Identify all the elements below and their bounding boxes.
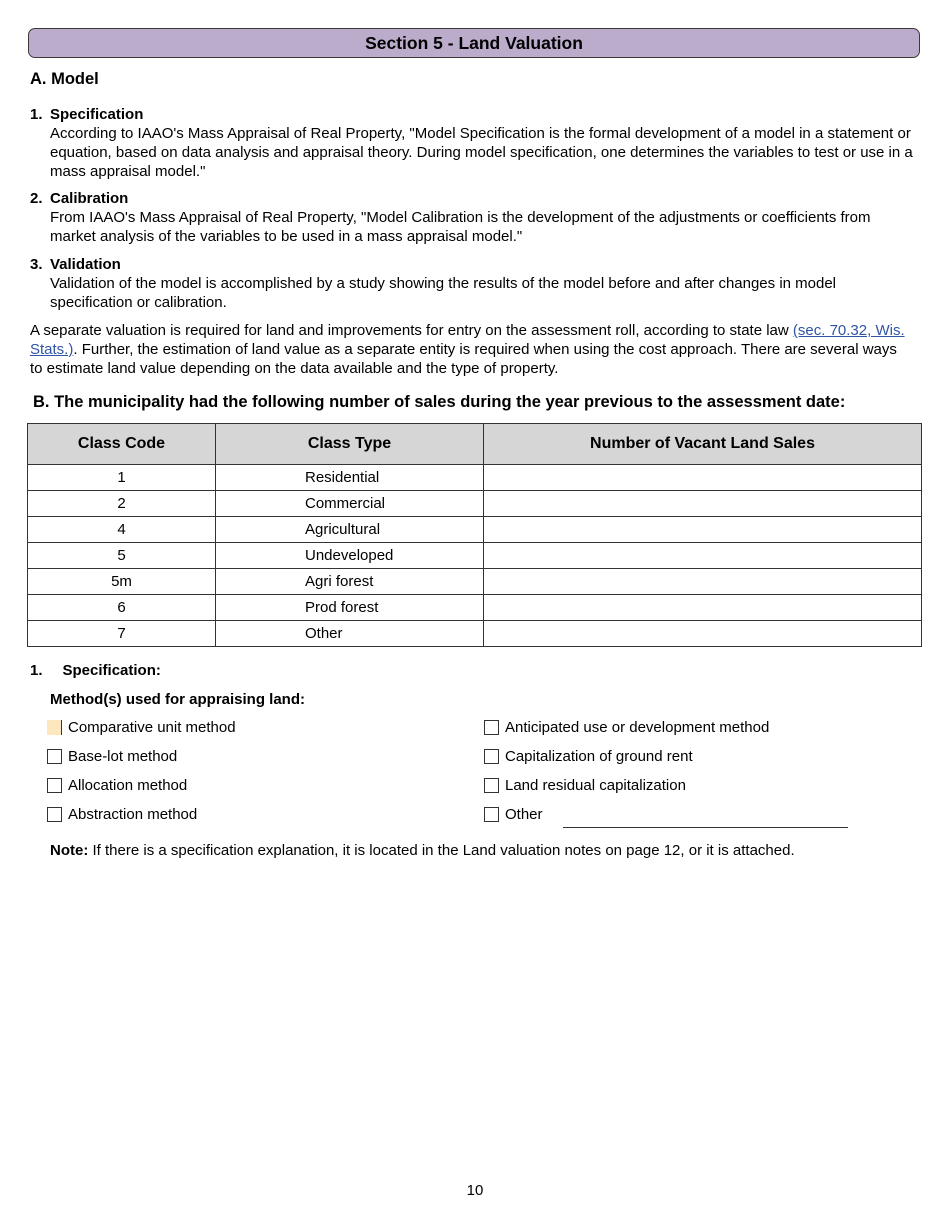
- method-label: Comparative unit method: [68, 719, 236, 736]
- paragraph-text-start: A separate valuation is required for land and improvements for entry on the assessment roll, according to state law: [30, 322, 793, 339]
- item-number: 3.: [30, 256, 43, 273]
- method-label: Land residual capitalization: [505, 777, 686, 794]
- class-type-cell: Agricultural: [216, 517, 484, 543]
- method-label: Abstraction method: [68, 806, 198, 823]
- vacant-sales-input[interactable]: [484, 621, 922, 647]
- ground-rent-checkbox[interactable]: [484, 749, 499, 764]
- column-header-class-type: Class Type: [216, 424, 484, 465]
- item-number: 2.: [30, 190, 43, 207]
- anticipated-use-checkbox[interactable]: [484, 720, 499, 735]
- class-code-cell: 5m: [28, 569, 216, 595]
- land-valuation-paragraph: [30, 321, 910, 378]
- vacant-sales-input[interactable]: [484, 517, 922, 543]
- class-code-cell: 5: [28, 543, 216, 569]
- item-title: Validation: [50, 256, 121, 273]
- allocation-checkbox[interactable]: [47, 778, 62, 793]
- paragraph-text-end: . Further, the estimation of land value as a separate entity is required when using the cost approach. There are several ways to estimate land value depending on the data available and the type of property.: [30, 341, 897, 377]
- class-type-cell: Undeveloped: [216, 543, 484, 569]
- column-header-vacant-sales: Number of Vacant Land Sales: [484, 424, 922, 465]
- page-number: 10: [466, 1182, 484, 1199]
- vacant-sales-input[interactable]: [484, 569, 922, 595]
- note-label: Note:: [50, 842, 89, 859]
- method-base-lot[interactable]: [47, 748, 177, 765]
- class-type-cell: Residential: [216, 465, 484, 491]
- class-code-cell: 7: [28, 621, 216, 647]
- method-anticipated-use[interactable]: [484, 719, 769, 736]
- abstraction-checkbox[interactable]: [47, 807, 62, 822]
- class-code-cell: 4: [28, 517, 216, 543]
- vacant-land-sales-table: [27, 423, 922, 647]
- model-item-specification: [30, 105, 920, 181]
- class-type-cell: Other: [216, 621, 484, 647]
- comparative-unit-checkbox[interactable]: [47, 720, 62, 735]
- specification-heading: [30, 662, 161, 679]
- method-other[interactable]: [484, 806, 543, 823]
- item-body: From IAAO's Mass Appraisal of Real Property, "Model Calibration is the development of the adjustments or coefficients from market analysis of the variables to be used in a mass appraisal model.": [50, 209, 871, 245]
- table-row: [28, 517, 922, 543]
- column-header-class-code: Class Code: [28, 424, 216, 465]
- table-row: [28, 543, 922, 569]
- method-label: Capitalization of ground rent: [505, 748, 693, 765]
- specification-title: Specification:: [62, 662, 161, 679]
- vacant-sales-input[interactable]: [484, 491, 922, 517]
- method-label: Other: [505, 806, 543, 823]
- other-text-field[interactable]: [563, 827, 848, 828]
- other-checkbox[interactable]: [484, 807, 499, 822]
- table-row: [28, 569, 922, 595]
- method-label: Allocation method: [68, 777, 188, 794]
- methods-label: Method(s) used for appraising land:: [50, 691, 306, 708]
- method-abstraction[interactable]: [47, 806, 197, 823]
- class-code-cell: 2: [28, 491, 216, 517]
- item-body: Validation of the model is accomplished by a study showing the results of the model before and after changes in model specification or calibration.: [50, 275, 837, 311]
- item-title: Specification: [50, 106, 144, 123]
- method-label: Base-lot method: [68, 748, 178, 765]
- table-row: [28, 465, 922, 491]
- table-row: [28, 621, 922, 647]
- statute-link[interactable]: (sec. 70.32, Wis. Stats.): [30, 322, 905, 358]
- class-code-cell: 1: [28, 465, 216, 491]
- class-type-cell: Prod forest: [216, 595, 484, 621]
- method-label: Anticipated use or development method: [505, 719, 770, 736]
- item-number: 1.: [30, 106, 43, 123]
- land-residual-checkbox[interactable]: [484, 778, 499, 793]
- method-land-residual[interactable]: [484, 777, 686, 794]
- section-title: Section 5 - Land Valuation: [28, 28, 920, 58]
- method-comparative-unit[interactable]: [47, 719, 236, 736]
- class-type-cell: Commercial: [216, 491, 484, 517]
- part-a-heading: A. Model: [30, 70, 99, 88]
- model-item-validation: [30, 255, 920, 312]
- model-item-calibration: [30, 189, 920, 246]
- method-ground-rent[interactable]: [484, 748, 693, 765]
- class-type-cell: Agri forest: [216, 569, 484, 595]
- item-body: According to IAAO's Mass Appraisal of Real Property, "Model Specification is the formal development of a model in a statement or equation, based on data analysis and appraisal theory. During model specification, one determines the variables to test or use in a mass appraisal model.": [50, 125, 913, 180]
- vacant-sales-input[interactable]: [484, 465, 922, 491]
- part-b-heading: B. The municipality had the following number of sales during the year previous to the assessment date:: [33, 393, 846, 411]
- item-title: Calibration: [50, 190, 129, 207]
- vacant-sales-input[interactable]: [484, 595, 922, 621]
- table-row: [28, 491, 922, 517]
- vacant-sales-input[interactable]: [484, 543, 922, 569]
- base-lot-checkbox[interactable]: [47, 749, 62, 764]
- note-text: If there is a specification explanation, it is located in the Land valuation notes on page 12, or it is attached.: [88, 842, 795, 859]
- class-code-cell: 6: [28, 595, 216, 621]
- table-row: [28, 595, 922, 621]
- table-header-row: [28, 424, 922, 465]
- method-allocation[interactable]: [47, 777, 187, 794]
- specification-note: [50, 841, 795, 860]
- specification-number: 1.: [30, 662, 43, 679]
